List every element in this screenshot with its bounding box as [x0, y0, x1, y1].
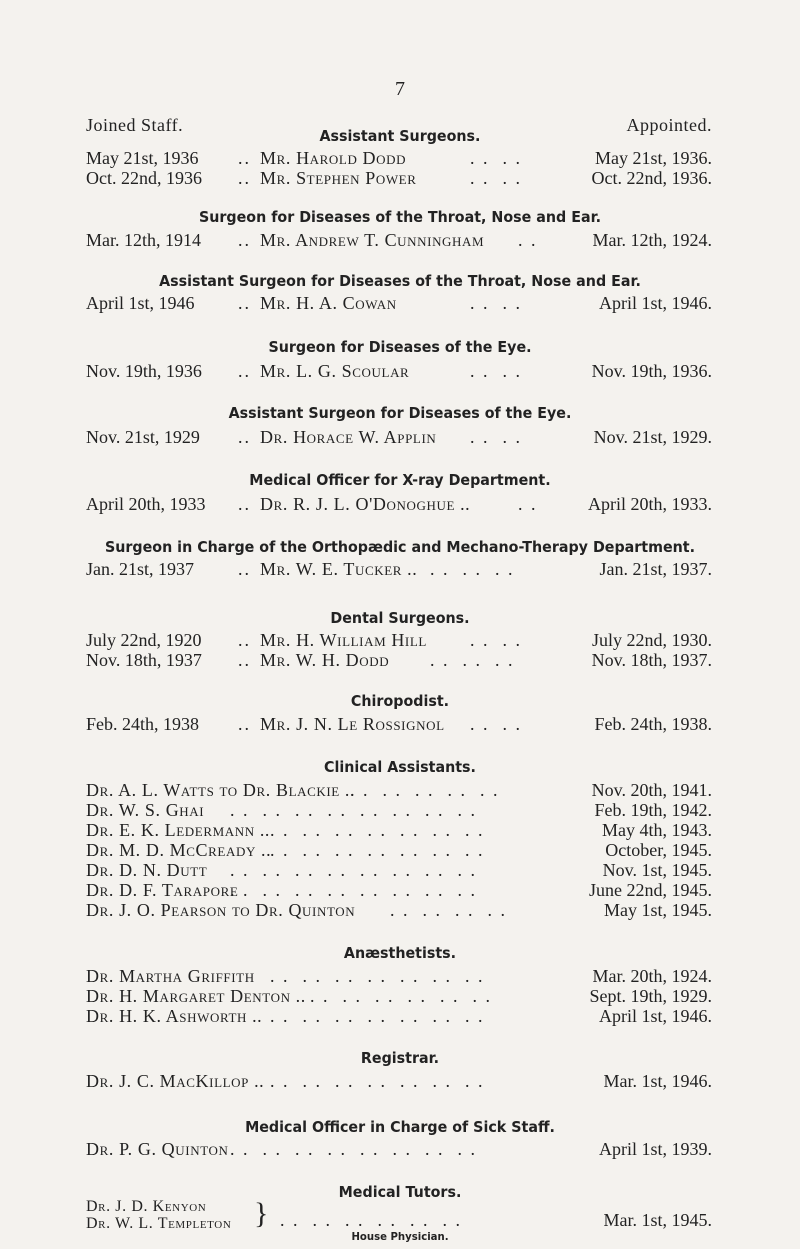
leader-dots: . . . . . . . . . . . . . .	[270, 1071, 485, 1091]
leader-dots: . . . . . . . . . . . . . .	[270, 1006, 485, 1026]
joined-date: May 21st, 1936	[86, 148, 199, 168]
page-number: 7	[395, 78, 405, 100]
leader-dots: . . . . . .	[430, 650, 515, 670]
section-heading: Anæsthetists.	[343, 944, 457, 962]
leader-dots: . . . . . . . . . . . .	[280, 1210, 462, 1230]
staff-name-text: Mr. Harold Dodd	[260, 148, 407, 168]
joined-date: Nov. 21st, 1929	[86, 427, 200, 447]
staff-name: .. Mr. H. William Hill	[238, 630, 427, 650]
appointed-date: April 1st, 1946.	[598, 1006, 712, 1026]
leader-dots: . . . . . . . . . . . . . .	[270, 840, 485, 860]
appointed-date: July 22nd, 1930.	[591, 630, 712, 650]
leader-dots: . . . .	[470, 427, 522, 447]
staff-name: .. Mr. Harold Dodd	[238, 148, 407, 168]
section-heading: Registrar.	[360, 1049, 440, 1067]
section-heading: Assistant Surgeons.	[319, 127, 481, 145]
brace-icon: }	[254, 1197, 269, 1230]
staff-name-text: Mr. Stephen Power	[260, 168, 417, 188]
joined-date: Jan. 21st, 1937	[86, 559, 194, 579]
leader-dots: . . . . . . . . . . . . . . . .	[230, 1139, 477, 1159]
staff-name-text: Mr. L. G. Scoular	[260, 361, 410, 381]
staff-name: Dr. J. O. Pearson to Dr. Quinton	[86, 900, 356, 920]
section-heading: Assistant Surgeon for Diseases of the Throat, Nose and Ear.	[159, 272, 641, 290]
appointed-date: Sept. 19th, 1929.	[589, 986, 712, 1006]
appointed-column-header: Appointed.	[626, 115, 712, 135]
staff-name: .. Mr. H. A. Cowan	[238, 293, 397, 313]
staff-name-text: Mr. H. A. Cowan	[260, 293, 397, 313]
section-heading: Chiropodist.	[350, 692, 450, 710]
leader-dots: . . . .	[470, 361, 522, 381]
section-heading: Surgeon for Diseases of the Throat, Nose and Ear.	[198, 208, 602, 226]
appointed-date: Mar. 1st, 1945.	[603, 1210, 712, 1230]
appointed-date: Nov. 18th, 1937.	[591, 650, 712, 670]
joined-date: April 1st, 1946	[86, 293, 195, 313]
appointed-date: April 1st, 1946.	[598, 293, 712, 313]
appointed-date: April 1st, 1939.	[598, 1139, 712, 1159]
staff-name-text: Mr. Andrew T. Cunningham	[260, 230, 485, 250]
section-heading: Surgeon in Charge of the Orthopædic and Mechano-Therapy Department.	[104, 538, 696, 556]
leader-dots: . .	[518, 230, 538, 250]
staff-name: .. Mr. Andrew T. Cunningham	[238, 230, 485, 250]
appointed-date: Nov. 19th, 1936.	[591, 361, 712, 381]
appointed-date: Mar. 1st, 1946.	[603, 1071, 712, 1091]
staff-name: Dr. J. D. Kenyon	[86, 1198, 207, 1215]
leader-dots: . . . . . .	[430, 559, 515, 579]
staff-name: .. Dr. R. J. L. O'Donoghue ..	[238, 494, 471, 514]
leader-dots: . . . .	[470, 714, 522, 734]
staff-name: .. Mr. W. E. Tucker ..	[238, 559, 418, 579]
staff-name: Dr. W. S. Ghai	[86, 800, 205, 820]
appointed-date: Nov. 20th, 1941.	[591, 780, 712, 800]
leader-dots: . . . . . . . . . . . . . . . .	[230, 880, 477, 900]
joined-date: July 22nd, 1920	[86, 630, 202, 650]
section-heading: House Physician.	[351, 1230, 449, 1243]
appointed-date: April 20th, 1933.	[588, 494, 712, 514]
staff-name: Dr. Martha Griffith	[86, 966, 255, 986]
staff-name-text: Dr. R. J. L. O'Donoghue ..	[260, 494, 471, 514]
section-heading: Medical Officer for X-ray Department.	[249, 471, 551, 489]
appointed-date: Mar. 20th, 1924.	[592, 966, 712, 986]
staff-name-text: Mr. W. H. Dodd	[260, 650, 390, 670]
leader-dots: . . . .	[470, 168, 522, 188]
staff-name: Dr. D. N. Dutt	[86, 860, 208, 880]
staff-name-text: Mr. J. N. Le Rossignol	[260, 714, 445, 734]
staff-name-text: Mr. H. William Hill	[260, 630, 427, 650]
section-heading: Dental Surgeons.	[330, 609, 470, 627]
leader-dots: . . . . . . . . . . . . . .	[270, 966, 485, 986]
appointed-date: May 4th, 1943.	[602, 820, 712, 840]
joined-column-header: Joined Staff.	[86, 115, 184, 135]
staff-name: .. Mr. L. G. Scoular	[238, 361, 410, 381]
appointed-date: Feb. 19th, 1942.	[594, 800, 712, 820]
appointed-date: Jan. 21st, 1937.	[599, 559, 712, 579]
section-heading: Clinical Assistants.	[324, 758, 476, 776]
staff-name: Dr. J. C. MacKillop ..	[86, 1071, 265, 1091]
staff-name: .. Mr. W. H. Dodd	[238, 650, 390, 670]
appointed-date: May 1st, 1945.	[604, 900, 712, 920]
staff-name: .. Mr. Stephen Power	[238, 168, 417, 188]
appointed-date: Mar. 12th, 1924.	[592, 230, 712, 250]
leader-dots: . . . . . . . . . . . . . . . .	[230, 800, 477, 820]
leader-dots: . . . .	[470, 293, 522, 313]
joined-date: Nov. 19th, 1936	[86, 361, 202, 381]
appointed-date: June 22nd, 1945.	[589, 880, 712, 900]
section-heading: Surgeon for Diseases of the Eye.	[268, 338, 532, 356]
section-heading: Medical Officer in Charge of Sick Staff.	[245, 1118, 555, 1136]
joined-date: Mar. 12th, 1914	[86, 230, 201, 250]
joined-date: Nov. 18th, 1937	[86, 650, 202, 670]
section-heading: Assistant Surgeon for Diseases of the Eye.	[228, 404, 572, 422]
leader-dots: . . . .	[470, 630, 522, 650]
leader-dots: . . . . . . . . . .	[350, 780, 500, 800]
staff-name: Dr. W. L. Templeton	[86, 1215, 232, 1232]
staff-name: Dr. E. K. Ledermann ..	[86, 820, 271, 840]
appointed-date: Nov. 1st, 1945.	[602, 860, 712, 880]
leader-dots: . . . . . . . . . . . . . . . .	[230, 860, 477, 880]
staff-name: Dr. P. G. Quinton	[86, 1139, 229, 1159]
staff-name-text: Dr. Horace W. Applin	[260, 427, 437, 447]
section-heading: Medical Tutors.	[338, 1183, 462, 1201]
appointed-date: October, 1945.	[605, 840, 712, 860]
appointed-date: Feb. 24th, 1938.	[594, 714, 712, 734]
staff-name: Dr. D. F. Tarapore	[86, 880, 239, 900]
staff-name: .. Mr. J. N. Le Rossignol	[238, 714, 445, 734]
appointed-date: Oct. 22nd, 1936.	[591, 168, 712, 188]
joined-date: Feb. 24th, 1938	[86, 714, 200, 734]
leader-dots: . . . . . . . .	[390, 900, 507, 920]
staff-name: Dr. M. D. McCready ..	[86, 840, 272, 860]
appointed-date: May 21st, 1936.	[595, 148, 712, 168]
joined-date: April 20th, 1933	[86, 494, 206, 514]
staff-name: .. Dr. Horace W. Applin	[238, 427, 437, 447]
appointed-date: Nov. 21st, 1929.	[593, 427, 712, 447]
staff-name-text: Mr. W. E. Tucker ..	[260, 559, 418, 579]
staff-name: Dr. H. K. Ashworth ..	[86, 1006, 263, 1026]
leader-dots: . . . . . . . . . . . .	[310, 986, 492, 1006]
staff-name: Dr. A. L. Watts to Dr. Blackie ..	[86, 780, 356, 800]
leader-dots: . .	[518, 494, 538, 514]
leader-dots: . . . .	[470, 148, 522, 168]
staff-name: Dr. H. Margaret Denton ..	[86, 986, 306, 1006]
leader-dots: . . . . . . . . . . . . . .	[270, 820, 485, 840]
joined-date: Oct. 22nd, 1936	[86, 168, 202, 188]
